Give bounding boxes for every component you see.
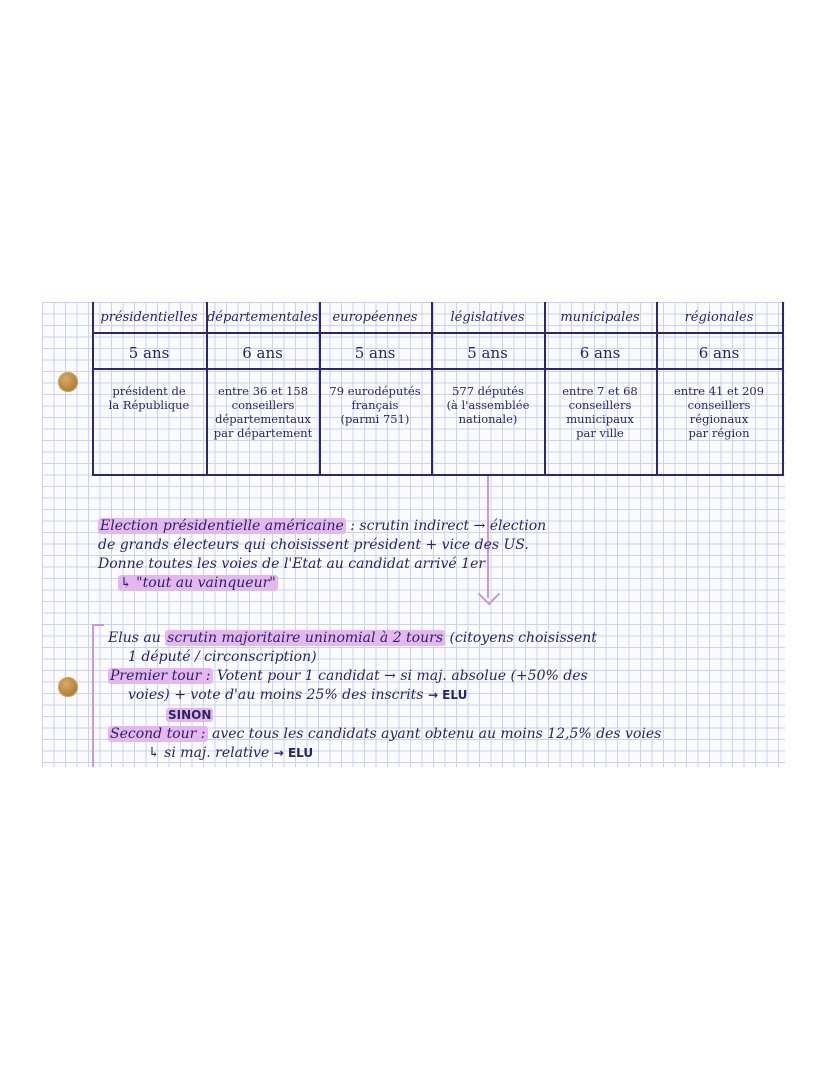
us-election-line-4: ↳ "tout au vainqueur" (120, 575, 276, 591)
legislative-line-2: 1 député / circonscription) (128, 649, 317, 665)
header-regionales: régionales (684, 310, 754, 325)
us-election-line-2: de grands électeurs qui choisissent président + vice des US. (98, 537, 529, 553)
binder-hole-top (58, 372, 78, 392)
desc-regionales: entre 41 et 209 conseillers régionaux par région (673, 384, 765, 440)
desc-legislatives: 577 députés (à l'assemblée nationale) (446, 384, 530, 426)
desc-municipales: entre 7 et 68 conseillers municipaux par ville (562, 384, 638, 440)
legislative-line-4: voies) + vote d'au moins 25% des inscrits → ELU (128, 687, 468, 703)
legislative-line-1: Elus au scrutin majoritaire uninomial à 2 tours (citoyens choisissent (108, 630, 597, 646)
sinon-label: SINON (168, 708, 212, 722)
desc-departementales: entre 36 et 158 conseillers départementaux par département (213, 384, 313, 440)
legislative-line-7: ↳ si maj. relative → ELU (148, 745, 314, 761)
header-europeennes: européennes (332, 310, 418, 325)
notebook-page (42, 302, 785, 767)
binder-hole-bottom (58, 677, 78, 697)
desc-europeennes: 79 eurodéputés français (parmi 751) (329, 384, 421, 426)
desc-presidentielles: président de la République (108, 384, 190, 412)
header-departementales: départementales (206, 310, 319, 325)
duration-europeennes: 5 ans (354, 344, 396, 362)
duration-departementales: 6 ans (242, 344, 283, 362)
duration-legislatives: 5 ans (467, 344, 508, 362)
header-municipales: municipales (560, 310, 640, 325)
duration-municipales: 6 ans (579, 344, 621, 362)
legislative-line-3: Premier tour : Votent pour 1 candidat → si maj. absolue (+50% des (110, 668, 588, 684)
us-election-title: Election présidentielle américaine (100, 518, 344, 534)
us-election-line-3: Donne toutes les voies de l'Etat au candidat arrivé 1er (98, 556, 486, 572)
us-election-line-1: Election présidentielle américaine : scrutin indirect → élection (100, 518, 547, 534)
elections-table (92, 302, 784, 476)
legislative-line-6: Second tour : avec tous les candidats ayant obtenu au moins 12,5% des voies (110, 726, 662, 742)
header-presidentielles: présidentielles (100, 310, 198, 325)
header-legislatives: législatives (450, 310, 525, 325)
section-bracket (92, 624, 104, 767)
duration-regionales: 6 ans (698, 344, 740, 362)
duration-presidentielles: 5 ans (128, 344, 170, 362)
